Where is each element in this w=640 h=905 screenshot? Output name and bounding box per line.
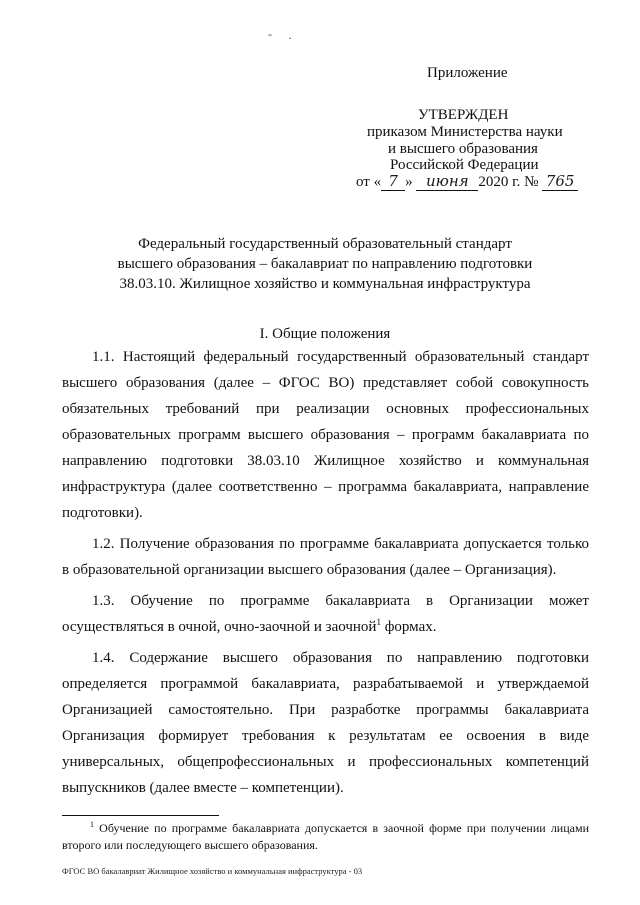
footnote-text: Обучение по программе бакалавриата допускается в заочной форме при получении лицами второго или последующего высшего образования. xyxy=(62,821,589,852)
approved-by-line: приказом Министерства науки xyxy=(367,124,563,140)
paragraph-1-3 xyxy=(62,588,589,640)
paragraph-1-2: 1.2. Получение образования по программе бакалавриата допускается только в образовательной организации высшего образования (далее – Организация). xyxy=(62,536,589,578)
date-prefix: от « xyxy=(356,174,382,190)
title-line: высшего образования – бакалавриат по направлению подготовки xyxy=(117,256,533,272)
footnote xyxy=(62,820,589,854)
title-line: 38.03.10. Жилищное хозяйство и коммунальная инфраструктура xyxy=(119,276,531,292)
order-number: 765 xyxy=(542,172,578,191)
date-mid: » xyxy=(405,174,413,190)
date-year: 2020 г. № xyxy=(478,174,539,190)
order-date-line xyxy=(356,172,578,191)
document-body xyxy=(62,344,589,806)
approved-label: УТВЕРЖДЕН xyxy=(418,107,509,123)
approved-by-line: Российской Федерации xyxy=(390,157,539,173)
scan-mark: - xyxy=(268,27,272,41)
date-month: июня xyxy=(416,172,478,191)
approved-by-line: и высшего образования xyxy=(388,141,538,157)
scan-mark: · xyxy=(288,31,292,45)
page-footer: ФГОС ВО бакалавриат Жилищное хозяйство и коммунальная инфраструктура - 03 xyxy=(62,866,363,876)
document-title xyxy=(90,234,560,294)
footnote-separator xyxy=(62,815,219,816)
footnote-marker: 1 xyxy=(90,820,94,829)
date-day: 7 xyxy=(381,172,405,191)
footnote-reference[interactable]: 1 xyxy=(376,617,381,627)
section-heading: I. Общие положения xyxy=(259,326,391,342)
paragraph-1-1: 1.1. Настоящий федеральный государственный образовательный стандарт высшего образования (далее – ФГОС ВО) представляет собой совокупность обязательных требований при реализации основных профессиональных образовательных программ высшего образования – программ бакалавриата по направлению подготовки 38.03.10 Жилищное хозяйство и коммунальная инфраструктура (далее соответственно – программа бакалавриата, направление подготовки). xyxy=(62,349,589,521)
appendix-label: Приложение xyxy=(427,65,508,81)
paragraph-1-3-end: формах. xyxy=(380,619,437,635)
paragraph-1-3-text: 1.3. Обучение по программе бакалавриата в Организации может осуществляться в очной, очно-заочной и заочной xyxy=(62,593,589,635)
title-line: Федеральный государственный образовательный стандарт xyxy=(138,236,512,252)
paragraph-1-4: 1.4. Содержание высшего образования по направлению подготовки определяется программой бакалавриата, разрабатываемой и утверждаемой Организацией самостоятельно. При разработке программы бакалавриата Организация формирует требования к результатам ее освоения в виде универсальных, общепрофессиональных и профессиональных компетенций выпускников (далее вместе – компетенции). xyxy=(62,650,589,796)
